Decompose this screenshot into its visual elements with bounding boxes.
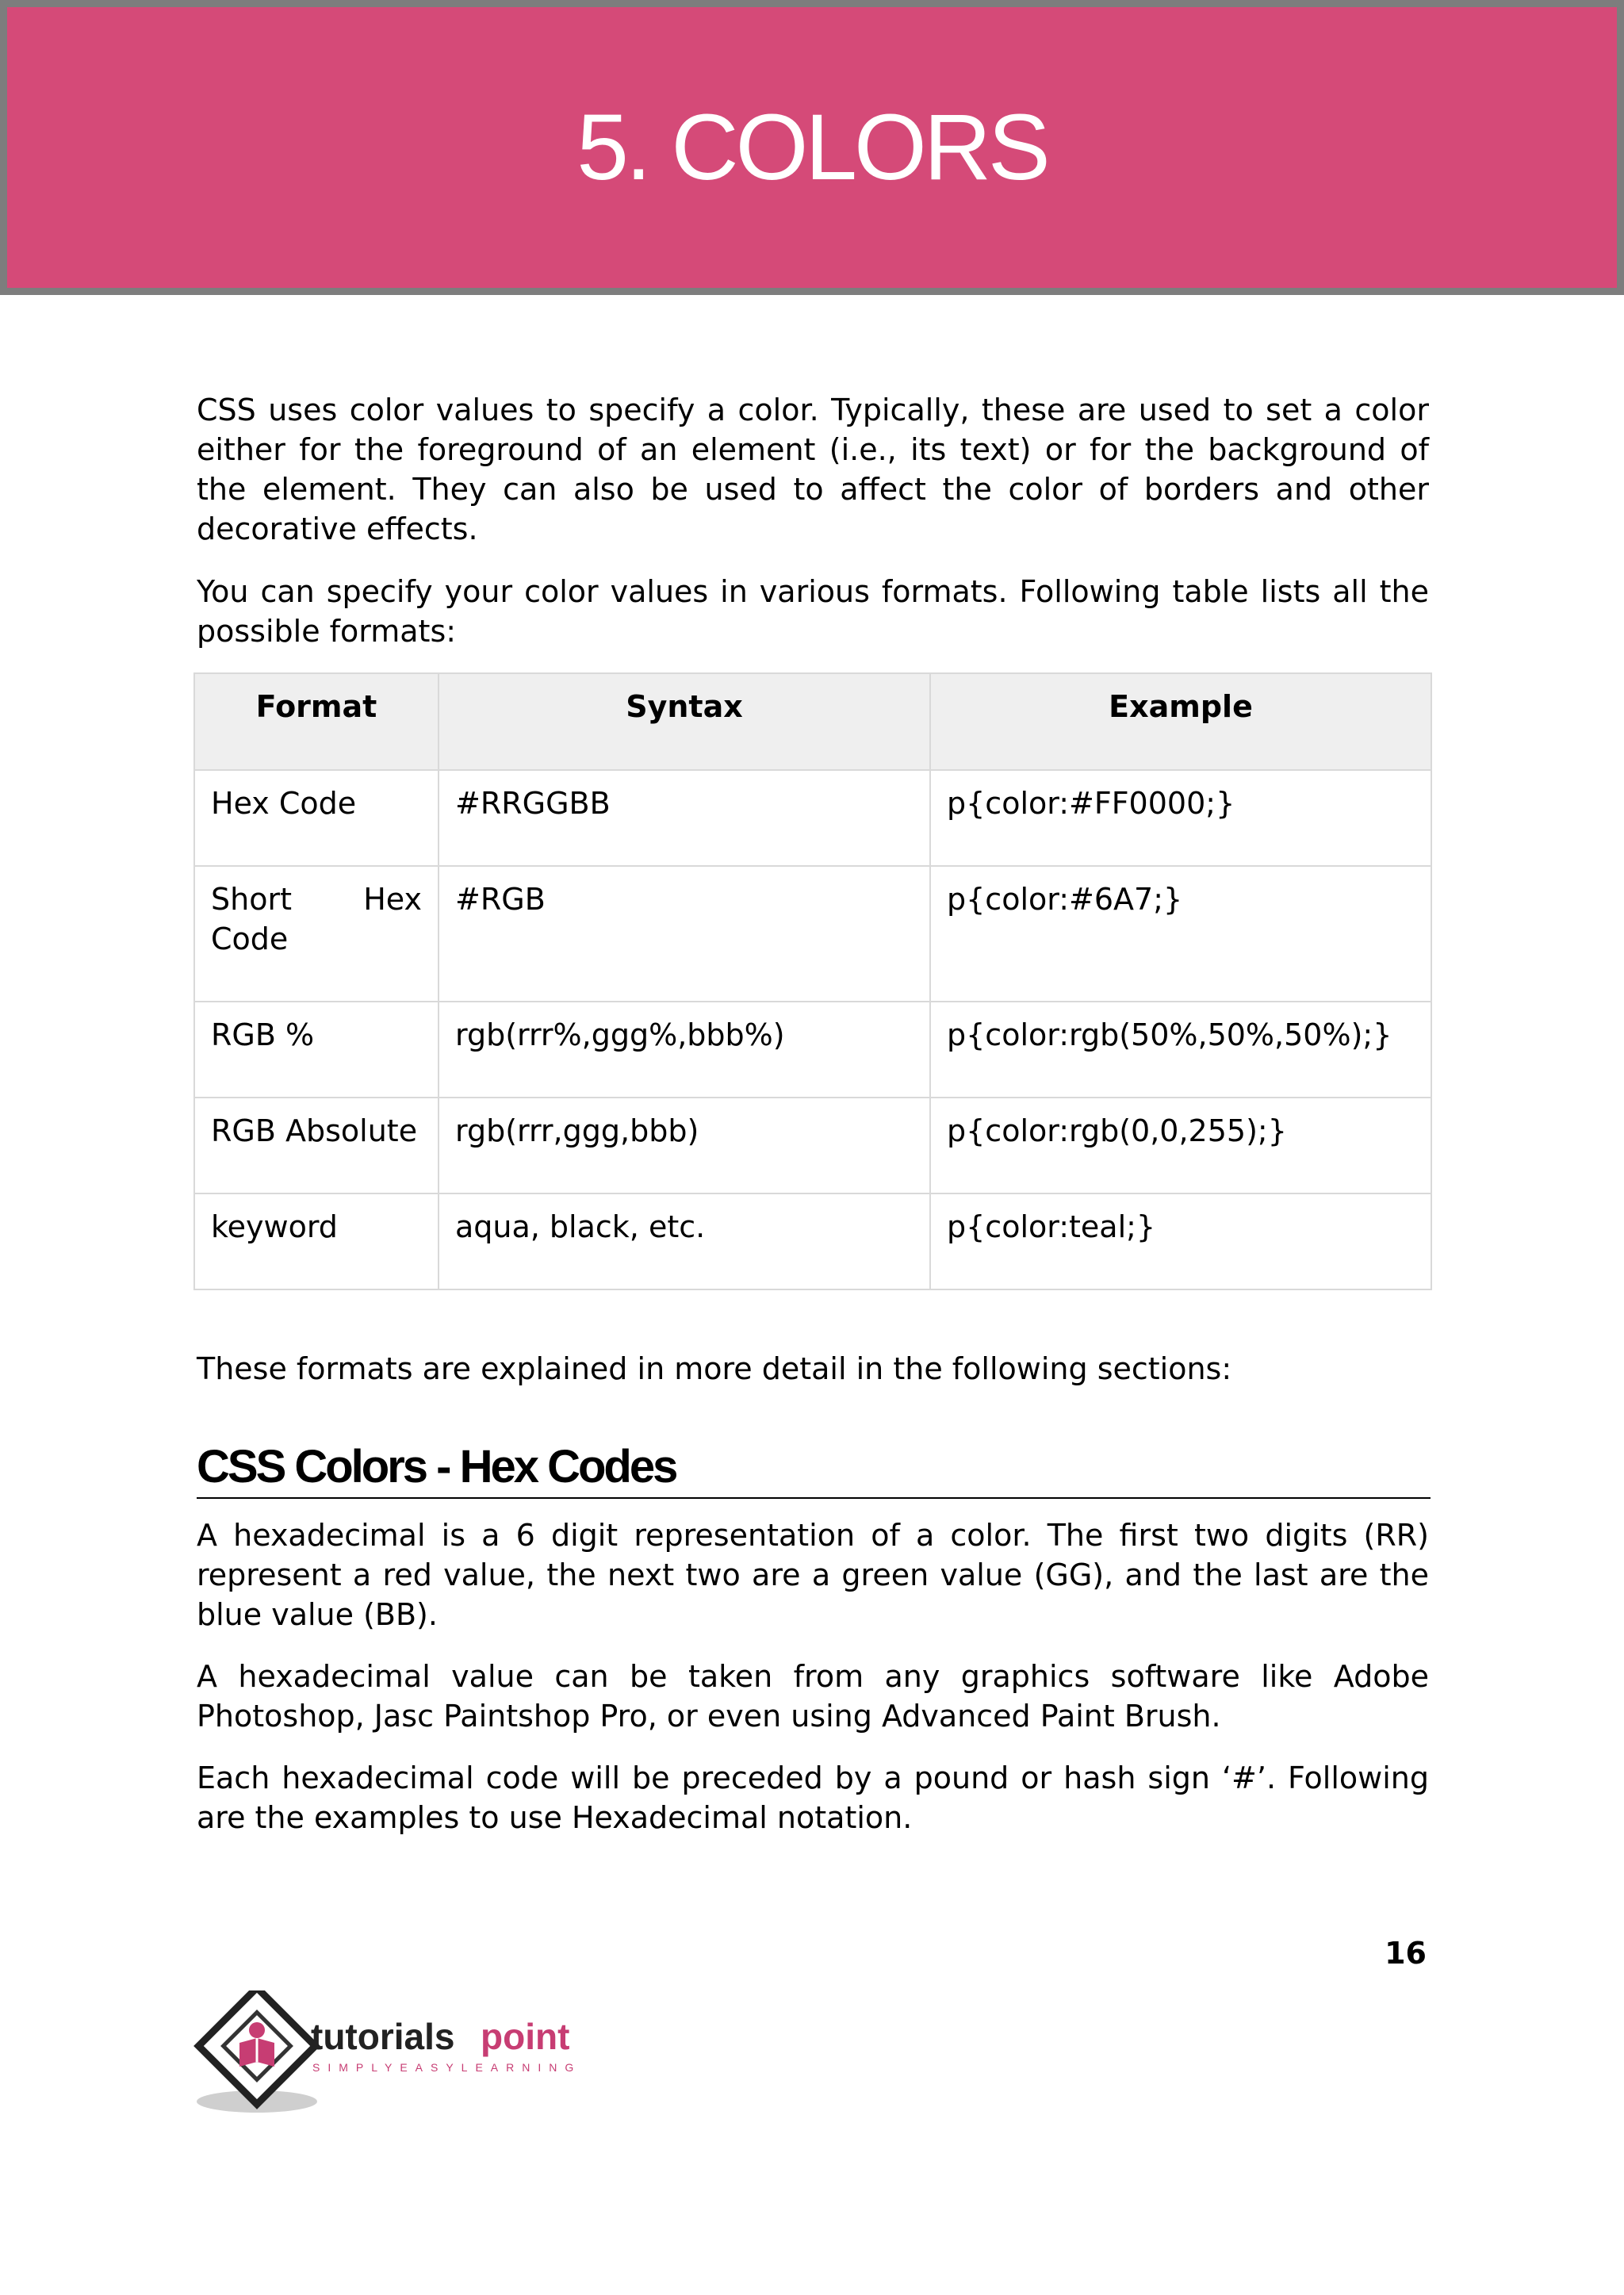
cell-format: Hex Code (194, 770, 439, 866)
section-heading: CSS Colors - Hex Codes (197, 1437, 1431, 1499)
cell-example: p{color:#6A7;} (930, 866, 1431, 1002)
table-row (194, 1098, 1431, 1193)
tutorialspoint-logo (193, 1990, 606, 2117)
section-paragraph-3: Each hexadecimal code will be preceded by a pound or hash sign ‘#’. Following are the examples to use Hexadecimal notation. (197, 1761, 1429, 1835)
cell-example: p{color:rgb(50%,50%,50%);} (930, 1002, 1431, 1098)
cell-syntax: rgb(rrr%,ggg%,bbb%) (439, 1002, 930, 1098)
section-paragraph-1: A hexadecimal is a 6 digit representation of a color. The first two digits (RR) represent a red value, the next two are a green value (GG), and the last are the blue value (BB). (197, 1518, 1429, 1632)
header-format: Format (194, 673, 439, 770)
header-example: Example (930, 673, 1431, 770)
cell-example: p{color:#FF0000;} (930, 770, 1431, 866)
page-number: 16 (1385, 1936, 1427, 1971)
chapter-banner (0, 0, 1624, 295)
table-row (194, 1002, 1431, 1098)
color-formats-table (193, 672, 1432, 1290)
cell-syntax: aqua, black, etc. (439, 1193, 930, 1289)
intro-paragraph-2: You can specify your color values in various formats. Following table lists all the possible formats: (197, 574, 1429, 649)
cell-syntax: #RRGGBB (439, 770, 930, 866)
header-syntax: Syntax (439, 673, 930, 770)
cell-format: Short Hex Code (194, 866, 439, 1002)
section-paragraph-2: A hexadecimal value can be taken from any graphics software like Adobe Photoshop, Jasc Paintshop Pro, or even using Advanced Paint Brush. (197, 1659, 1429, 1734)
cell-format: RGB % (194, 1002, 439, 1098)
chapter-title: 5. COLORS (576, 95, 1048, 200)
cell-example: p{color:teal;} (930, 1193, 1431, 1289)
cell-syntax: rgb(rrr,ggg,bbb) (439, 1098, 930, 1193)
logo-tagline: SIMPLYEASYLEARNING (312, 2061, 582, 2074)
logo-text-tutorials: tutorials (311, 2016, 455, 2057)
cell-format: keyword (194, 1193, 439, 1289)
logo-text-point: point (481, 2016, 570, 2057)
cell-format: RGB Absolute (194, 1098, 439, 1193)
table-header-row (194, 673, 1431, 770)
after-table-paragraph: These formats are explained in more detail in the following sections: (197, 1351, 1232, 1386)
cell-example: p{color:rgb(0,0,255);} (930, 1098, 1431, 1193)
table-row (194, 866, 1431, 1002)
table-row (194, 770, 1431, 866)
intro-paragraph-1: CSS uses color values to specify a color. Typically, these are used to set a color either for the foreground of an element (i.e., its text) or for the background of the element. They can also be used to affect the color of borders and other decorative effects. (197, 393, 1429, 546)
table-row (194, 1193, 1431, 1289)
cell-syntax: #RGB (439, 866, 930, 1002)
